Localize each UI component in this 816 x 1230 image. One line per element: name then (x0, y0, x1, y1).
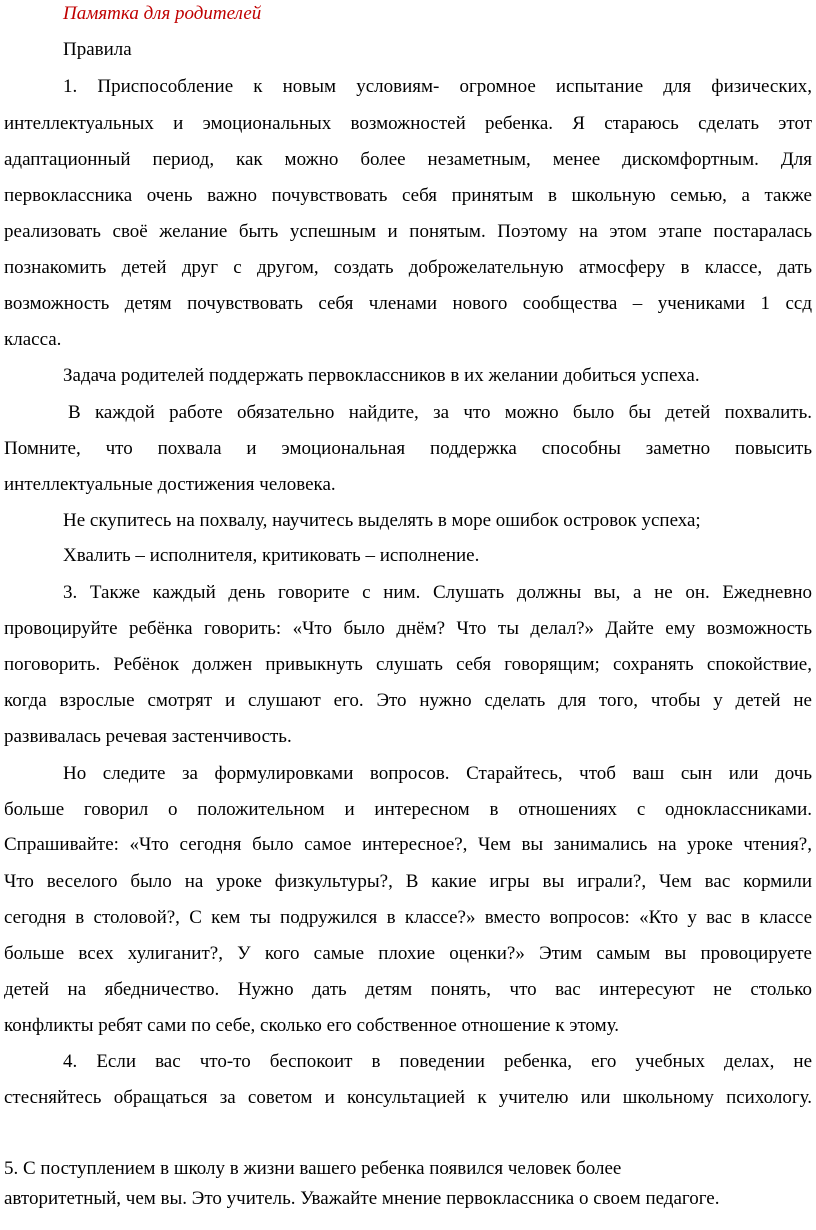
text-line: Хвалить – исполнителя, критиковать – исполнение. (63, 545, 480, 566)
text-line: сегодня в столовой?, С кем ты подружился в классе?» вместо вопросов: «Кто у вас в классе (4, 907, 812, 928)
text-line: развивалась речевая застенчивость. (4, 726, 292, 747)
text-line: интеллектуальных и эмоциональных возможностей ребенка. Я стараюсь сделать этот (4, 113, 812, 134)
text-line: адаптационный период, как можно более незаметным, менее дискомфортным. Для (4, 149, 812, 170)
text-line: познакомить детей друг с другом, создать доброжелательную атмосферу в классе, дать (4, 257, 812, 278)
text-line: первоклассника очень важно почувствовать себя принятым в школьную семью, а также (4, 185, 812, 206)
text-line: 5. С поступлением в школу в жизни вашего ребенка появился человек более (4, 1158, 622, 1179)
text-line: больше всех хулиганит?, У кого самые плохие оценки?» Этим самым вы провоцируете (4, 943, 812, 964)
memo-title: Памятка для родителей (63, 3, 262, 24)
text-line: детей на ябедничество. Нужно дать детям понять, что вас интересуют не столько (4, 979, 812, 1000)
text-line: когда взрослые смотрят и слушают его. Это нужно сделать для того, чтобы у детей не (4, 690, 812, 711)
text-line: класса. (4, 329, 62, 350)
text-line: стесняйтесь обращаться за советом и консультацией к учителю или школьному психологу. (4, 1087, 812, 1108)
text-line: Спрашивайте: «Что сегодня было самое интересное?, Чем вы занимались на уроке чтения?, (4, 834, 812, 855)
text-line: 4. Если вас что-то беспокоит в поведении ребенка, его учебных делах, не (63, 1051, 812, 1072)
text-line: В каждой работе обязательно найдите, за что можно было бы детей похвалить. (68, 402, 812, 423)
text-line: больше говорил о положительном и интересном в отношениях с одноклассниками. (4, 799, 812, 820)
text-line: 1. Приспособление к новым условиям- огромное испытание для физических, (63, 76, 812, 97)
text-line: провоцируйте ребёнка говорить: «Что было днём? Что ты делал?» Дайте ему возможность (4, 618, 812, 639)
text-line: конфликты ребят сами по себе, сколько его собственное отношение к этому. (4, 1015, 620, 1036)
text-line: Что веселого было на уроке физкультуры?, В какие игры вы играли?, Чем вас кормили (4, 871, 812, 892)
section-heading: Правила (63, 39, 132, 60)
text-line: поговорить. Ребёнок должен привыкнуть слушать себя говорящим; сохранять спокойствие, (4, 654, 812, 675)
text-line: реализовать своё желание быть успешным и понятым. Поэтому на этом этапе постаралась (4, 221, 812, 242)
text-line: Помните, что похвала и эмоциональная поддержка способны заметно повысить (4, 438, 812, 459)
text-line: Не скупитесь на похвалу, научитесь выделять в море ошибок островок успеха; (63, 510, 701, 531)
text-line: интеллектуальные достижения человека. (4, 474, 336, 495)
text-line: возможность детям почувствовать себя членами нового сообщества – учениками 1 ссд (4, 293, 812, 314)
text-line: 3. Также каждый день говорите с ним. Слушать должны вы, а не он. Ежедневно (63, 582, 812, 603)
text-line: Но следите за формулировками вопросов. Старайтесь, чтоб ваш сын или дочь (63, 763, 812, 784)
text-line: авторитетный, чем вы. Это учитель. Уважайте мнение первоклассника о своем педагоге. (4, 1188, 720, 1209)
text-line: Задача родителей поддержать первоклассников в их желании добиться успеха. (63, 365, 700, 386)
